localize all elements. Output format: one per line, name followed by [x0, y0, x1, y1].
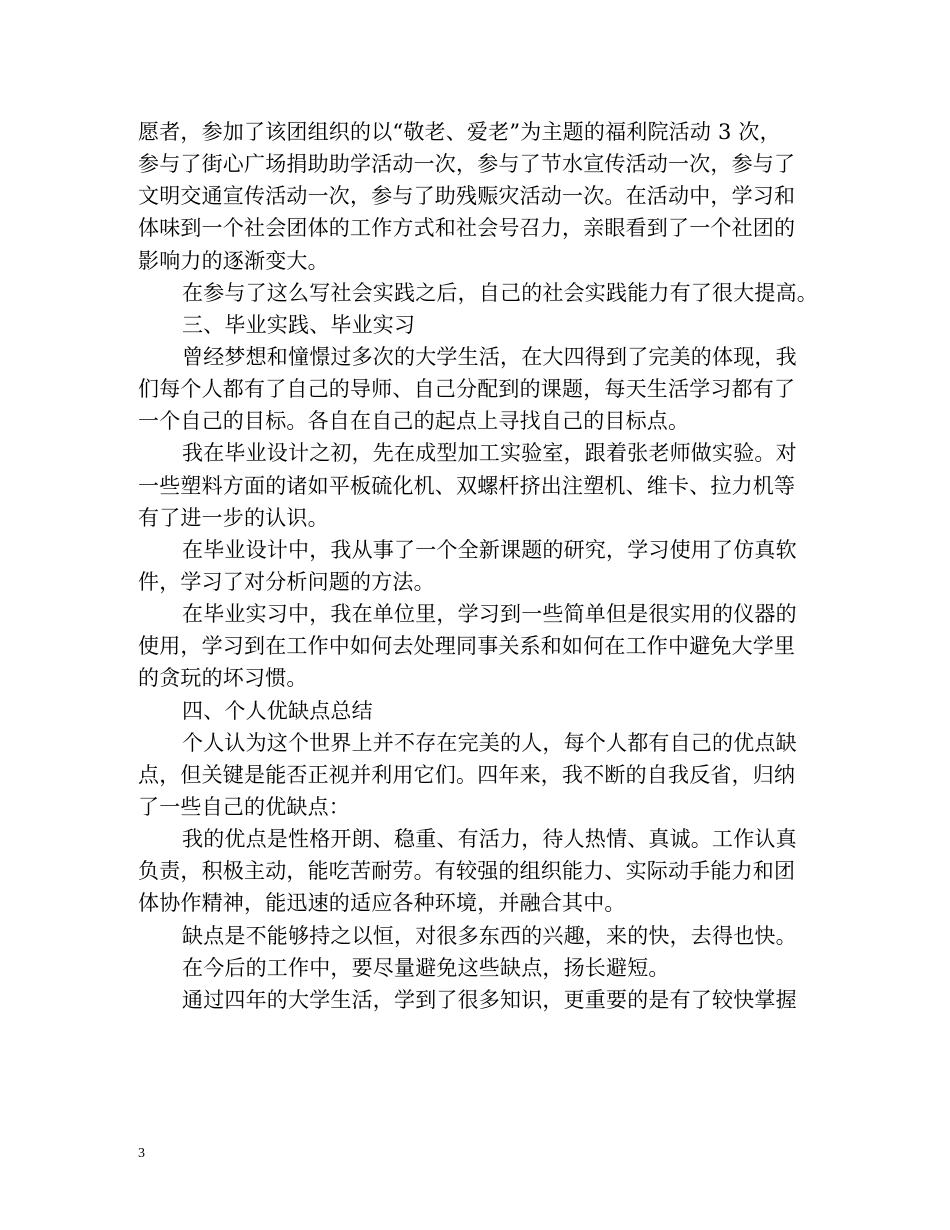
text-line: 体协作精神，能迅速的适应各种环境，并融合其中。: [138, 891, 626, 916]
text-line: 在今后的工作中，要尽量避免这些缺点，扬长避短。: [182, 955, 670, 980]
text-line: 在毕业设计中，我从事了一个全新课题的研究，学习使用了仿真软: [182, 537, 797, 562]
text-line: 通过四年的大学生活，学到了很多知识，更重要的是有了较快掌握: [182, 987, 797, 1012]
text-line: 了一些自己的优缺点：: [138, 794, 350, 819]
text-line: 点，但关键是能否正视并利用它们。四年来，我不断的自我反省，归纳: [138, 762, 796, 787]
text-line: 件，学习了对分析问题的方法。: [138, 569, 435, 594]
text-line: 负责，积极主动，能吃苦耐劳。有较强的组织能力、实际动手能力和团: [138, 859, 796, 884]
text-line: 有了进一步的认识。: [138, 505, 329, 530]
text-line: 我的优点是性格开朗、稳重、有活力，待人热情、真诚。工作认真: [182, 827, 797, 852]
section-heading: 三、毕业实践、毕业实习: [182, 312, 416, 337]
text-line: 愿者，参加了该团组织的以“敬老、爱老”为主题的福利院活动 3 次，: [138, 120, 781, 144]
text-line: 一个自己的目标。各自在自己的起点上寻找自己的目标点。: [138, 409, 690, 434]
text-line: 一些塑料方面的诸如平板硫化机、双螺杆挤出注塑机、维卡、拉力机等: [138, 473, 796, 498]
text-line: 缺点是不能够持之以恒，对很多东西的兴趣，来的快，去得也快。: [182, 923, 797, 948]
text-line: 参与了街心广场捐助助学活动一次，参与了节水宣传活动一次，参与了: [138, 152, 796, 177]
text-line: 文明交通宣传活动一次，参与了助残赈灾活动一次。在活动中，学习和: [138, 184, 796, 209]
text-line: 影响力的逐渐变大。: [138, 248, 329, 273]
text-line: 体味到一个社会团体的工作方式和社会号召力，亲眼看到了一个社团的: [138, 216, 796, 241]
text-line: 们每个人都有了自己的导师、自己分配到的课题，每天生活学习都有了: [138, 377, 796, 402]
page-number: 3: [138, 1146, 145, 1161]
text-line: 在参与了这么写社会实践之后，自己的社会实践能力有了很大提高。: [182, 280, 818, 305]
text-line: 我在毕业设计之初，先在成型加工实验室，跟着张老师做实验。对: [182, 441, 797, 466]
text-line: 的贪玩的坏习惯。: [138, 666, 308, 691]
text-line: 个人认为这个世界上并不存在完美的人，每个人都有自己的优点缺: [182, 730, 797, 755]
document-body: [138, 116, 828, 1016]
text-line: 使用，学习到在工作中如何去处理同事关系和如何在工作中避免大学里: [138, 634, 796, 659]
text-line: 在毕业实习中，我在单位里，学习到一些简单但是很实用的仪器的: [182, 602, 797, 627]
text-line: 曾经梦想和憧憬过多次的大学生活，在大四得到了完美的体现，我: [182, 344, 797, 369]
section-heading: 四、个人优缺点总结: [182, 698, 373, 723]
